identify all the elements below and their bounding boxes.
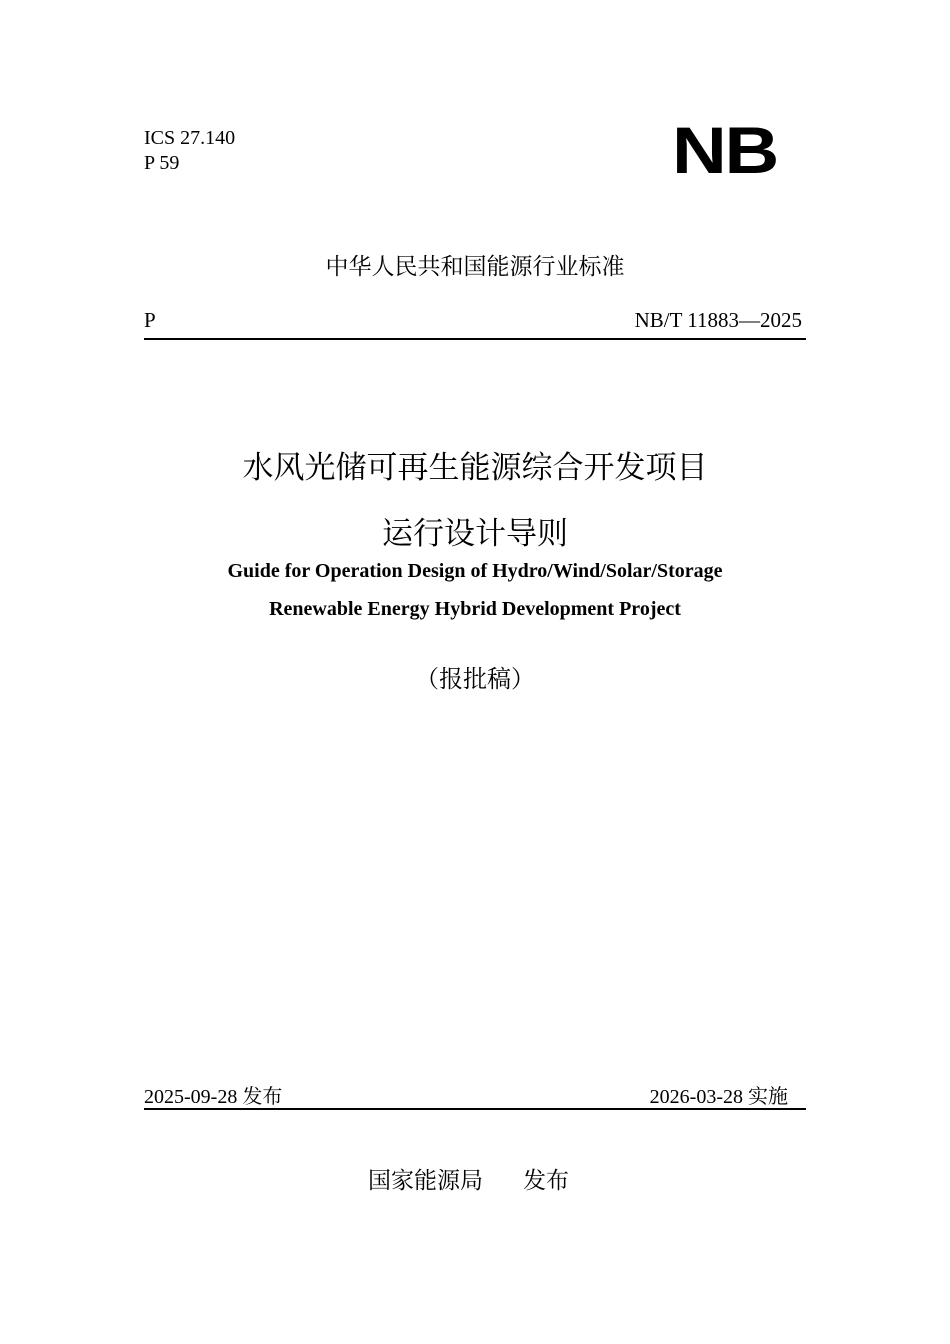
implementation-date: 2026-03-28 实施	[649, 1086, 788, 1108]
classification-codes	[144, 126, 235, 176]
publisher-name: 国家能源局	[368, 1168, 483, 1194]
nb-logo: NB	[672, 113, 778, 187]
standard-number: NB/T 11883—2025	[634, 308, 802, 332]
p-letter: P	[144, 308, 156, 332]
header-divider	[144, 338, 806, 340]
title-en-line1: Guide for Operation Design of Hydro/Wind/Solar/Storage	[227, 560, 723, 582]
title-cn-line1: 水风光储可再生能源综合开发项目	[242, 450, 708, 486]
class-code: P 59	[144, 152, 180, 174]
title-cn-line2: 运行设计导则	[382, 516, 568, 552]
title-en-line2: Renewable Energy Hybrid Development Project	[269, 598, 681, 620]
issue-date: 2025-09-28 发布	[144, 1086, 283, 1108]
ics-code: ICS 27.140	[144, 127, 236, 149]
footer-divider	[144, 1108, 806, 1110]
draft-status: （报批稿）	[415, 665, 535, 693]
publish-label: 发布	[523, 1168, 569, 1194]
publisher-line	[368, 1162, 569, 1195]
standard-category: 中华人民共和国能源行业标准	[325, 254, 625, 280]
